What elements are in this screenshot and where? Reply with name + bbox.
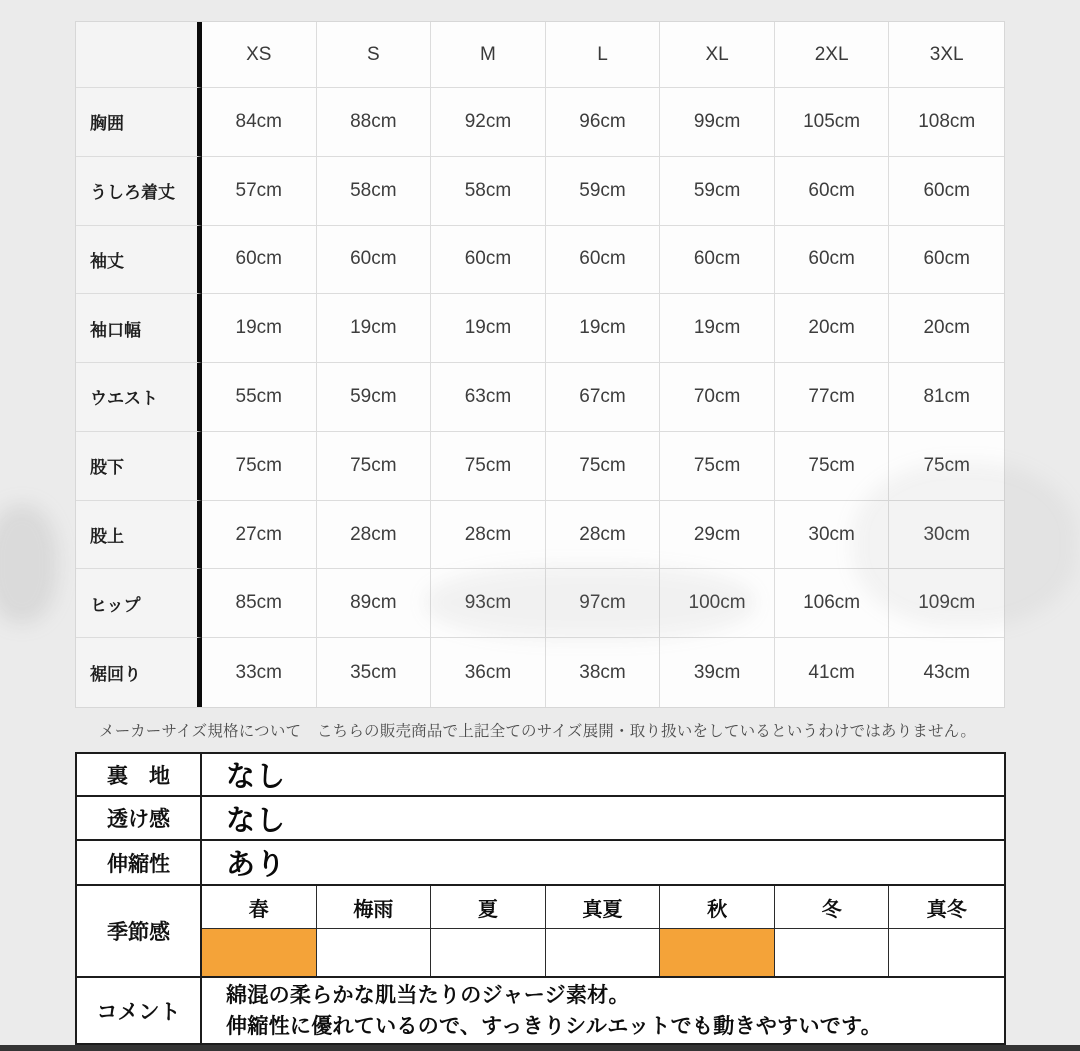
bottom-cutoff-bar <box>0 1045 1080 1051</box>
size-cell: 58cm <box>431 157 546 226</box>
size-cell: 75cm <box>202 432 317 501</box>
size-cell: 96cm <box>546 88 661 157</box>
size-cell: 28cm <box>546 501 661 570</box>
season-band <box>431 929 546 976</box>
size-row-label: 袖口幅 <box>76 294 202 363</box>
size-col-header: 3XL <box>889 22 1004 88</box>
size-cell: 92cm <box>431 88 546 157</box>
season-band-active <box>660 929 775 976</box>
size-cell: 84cm <box>202 88 317 157</box>
size-cell: 19cm <box>431 294 546 363</box>
maker-size-note: メーカーサイズ規格について こちらの販売商品で上記全てのサイズ展開・取り扱いをしているというわけではありません。 <box>99 723 977 740</box>
comment-line: 伸縮性に優れているので、すっきりシルエットでも動きやすいです。 <box>226 1014 882 1038</box>
size-row-label: ウエスト <box>76 363 202 432</box>
attr-value-lining: なし <box>202 754 1004 797</box>
season-col-header: 梅雨 <box>317 886 432 929</box>
size-cell: 75cm <box>775 432 890 501</box>
size-col-header: L <box>546 22 661 88</box>
size-cell: 36cm <box>431 638 546 707</box>
size-cell: 60cm <box>546 226 661 295</box>
size-cell: 60cm <box>889 157 1004 226</box>
size-cell: 93cm <box>431 569 546 638</box>
size-cell: 55cm <box>202 363 317 432</box>
season-band <box>889 929 1004 976</box>
size-cell: 19cm <box>660 294 775 363</box>
size-cell: 60cm <box>317 226 432 295</box>
size-cell: 106cm <box>775 569 890 638</box>
size-cell: 29cm <box>660 501 775 570</box>
size-cell: 81cm <box>889 363 1004 432</box>
size-cell: 30cm <box>775 501 890 570</box>
size-table-corner <box>76 22 202 88</box>
attr-label-lining: 裏 地 <box>77 754 202 797</box>
season-band <box>317 929 432 976</box>
watermark-artifact <box>0 505 58 623</box>
size-cell: 77cm <box>775 363 890 432</box>
size-cell: 27cm <box>202 501 317 570</box>
size-cell: 19cm <box>317 294 432 363</box>
watermark-artifact <box>852 462 1077 627</box>
season-grid <box>202 886 1004 978</box>
season-col-header: 夏 <box>431 886 546 929</box>
size-cell: 19cm <box>546 294 661 363</box>
size-cell: 59cm <box>317 363 432 432</box>
attr-label-season: 季節感 <box>77 886 202 978</box>
attr-value-stretch: あり <box>202 841 1004 886</box>
season-col-header: 真冬 <box>889 886 1004 929</box>
size-col-header: XL <box>660 22 775 88</box>
size-cell: 38cm <box>546 638 661 707</box>
size-cell: 67cm <box>546 363 661 432</box>
season-band <box>775 929 890 976</box>
size-col-header: 2XL <box>775 22 890 88</box>
size-row-label: 裾回り <box>76 638 202 707</box>
size-cell: 63cm <box>431 363 546 432</box>
size-cell: 20cm <box>889 294 1004 363</box>
attr-label-sheer: 透け感 <box>77 797 202 841</box>
size-cell: 28cm <box>431 501 546 570</box>
size-cell: 75cm <box>889 432 1004 501</box>
season-band <box>546 929 661 976</box>
size-cell: 75cm <box>317 432 432 501</box>
size-cell: 108cm <box>889 88 1004 157</box>
size-cell: 60cm <box>889 226 1004 295</box>
size-cell: 43cm <box>889 638 1004 707</box>
size-cell: 75cm <box>431 432 546 501</box>
comment-line: 綿混の柔らかな肌当たりのジャージ素材。 <box>226 983 630 1007</box>
size-cell: 75cm <box>660 432 775 501</box>
size-cell: 41cm <box>775 638 890 707</box>
size-cell: 20cm <box>775 294 890 363</box>
attribute-table <box>75 752 1006 1045</box>
season-band-active <box>202 929 317 976</box>
size-cell: 60cm <box>775 226 890 295</box>
season-col-header: 冬 <box>775 886 890 929</box>
attr-label-stretch: 伸縮性 <box>77 841 202 886</box>
size-row-label: ヒップ <box>76 569 202 638</box>
size-cell: 97cm <box>546 569 661 638</box>
attr-value-sheer: なし <box>202 797 1004 841</box>
size-row-label: うしろ着丈 <box>76 157 202 226</box>
size-cell: 39cm <box>660 638 775 707</box>
size-cell: 60cm <box>660 226 775 295</box>
size-cell: 60cm <box>202 226 317 295</box>
attr-label-comment: コメント <box>77 978 202 1043</box>
size-cell: 35cm <box>317 638 432 707</box>
comment-cell <box>202 978 1004 1043</box>
size-col-header: M <box>431 22 546 88</box>
watermark-artifact <box>425 565 755 640</box>
season-col-header: 春 <box>202 886 317 929</box>
size-cell: 58cm <box>317 157 432 226</box>
size-cell: 99cm <box>660 88 775 157</box>
size-col-header: XS <box>202 22 317 88</box>
size-row-label: 胸囲 <box>76 88 202 157</box>
size-cell: 89cm <box>317 569 432 638</box>
size-cell: 57cm <box>202 157 317 226</box>
size-row-label: 袖丈 <box>76 226 202 295</box>
size-cell: 28cm <box>317 501 432 570</box>
size-row-label: 股下 <box>76 432 202 501</box>
size-cell: 33cm <box>202 638 317 707</box>
size-cell: 30cm <box>889 501 1004 570</box>
size-cell: 59cm <box>660 157 775 226</box>
size-cell: 85cm <box>202 569 317 638</box>
size-cell: 19cm <box>202 294 317 363</box>
size-cell: 70cm <box>660 363 775 432</box>
size-cell: 59cm <box>546 157 661 226</box>
size-cell: 109cm <box>889 569 1004 638</box>
size-cell: 60cm <box>431 226 546 295</box>
season-col-header: 秋 <box>660 886 775 929</box>
size-col-header: S <box>317 22 432 88</box>
size-cell: 100cm <box>660 569 775 638</box>
size-cell: 75cm <box>546 432 661 501</box>
size-cell: 88cm <box>317 88 432 157</box>
size-cell: 60cm <box>775 157 890 226</box>
size-cell: 105cm <box>775 88 890 157</box>
size-row-label: 股上 <box>76 501 202 570</box>
season-col-header: 真夏 <box>546 886 661 929</box>
